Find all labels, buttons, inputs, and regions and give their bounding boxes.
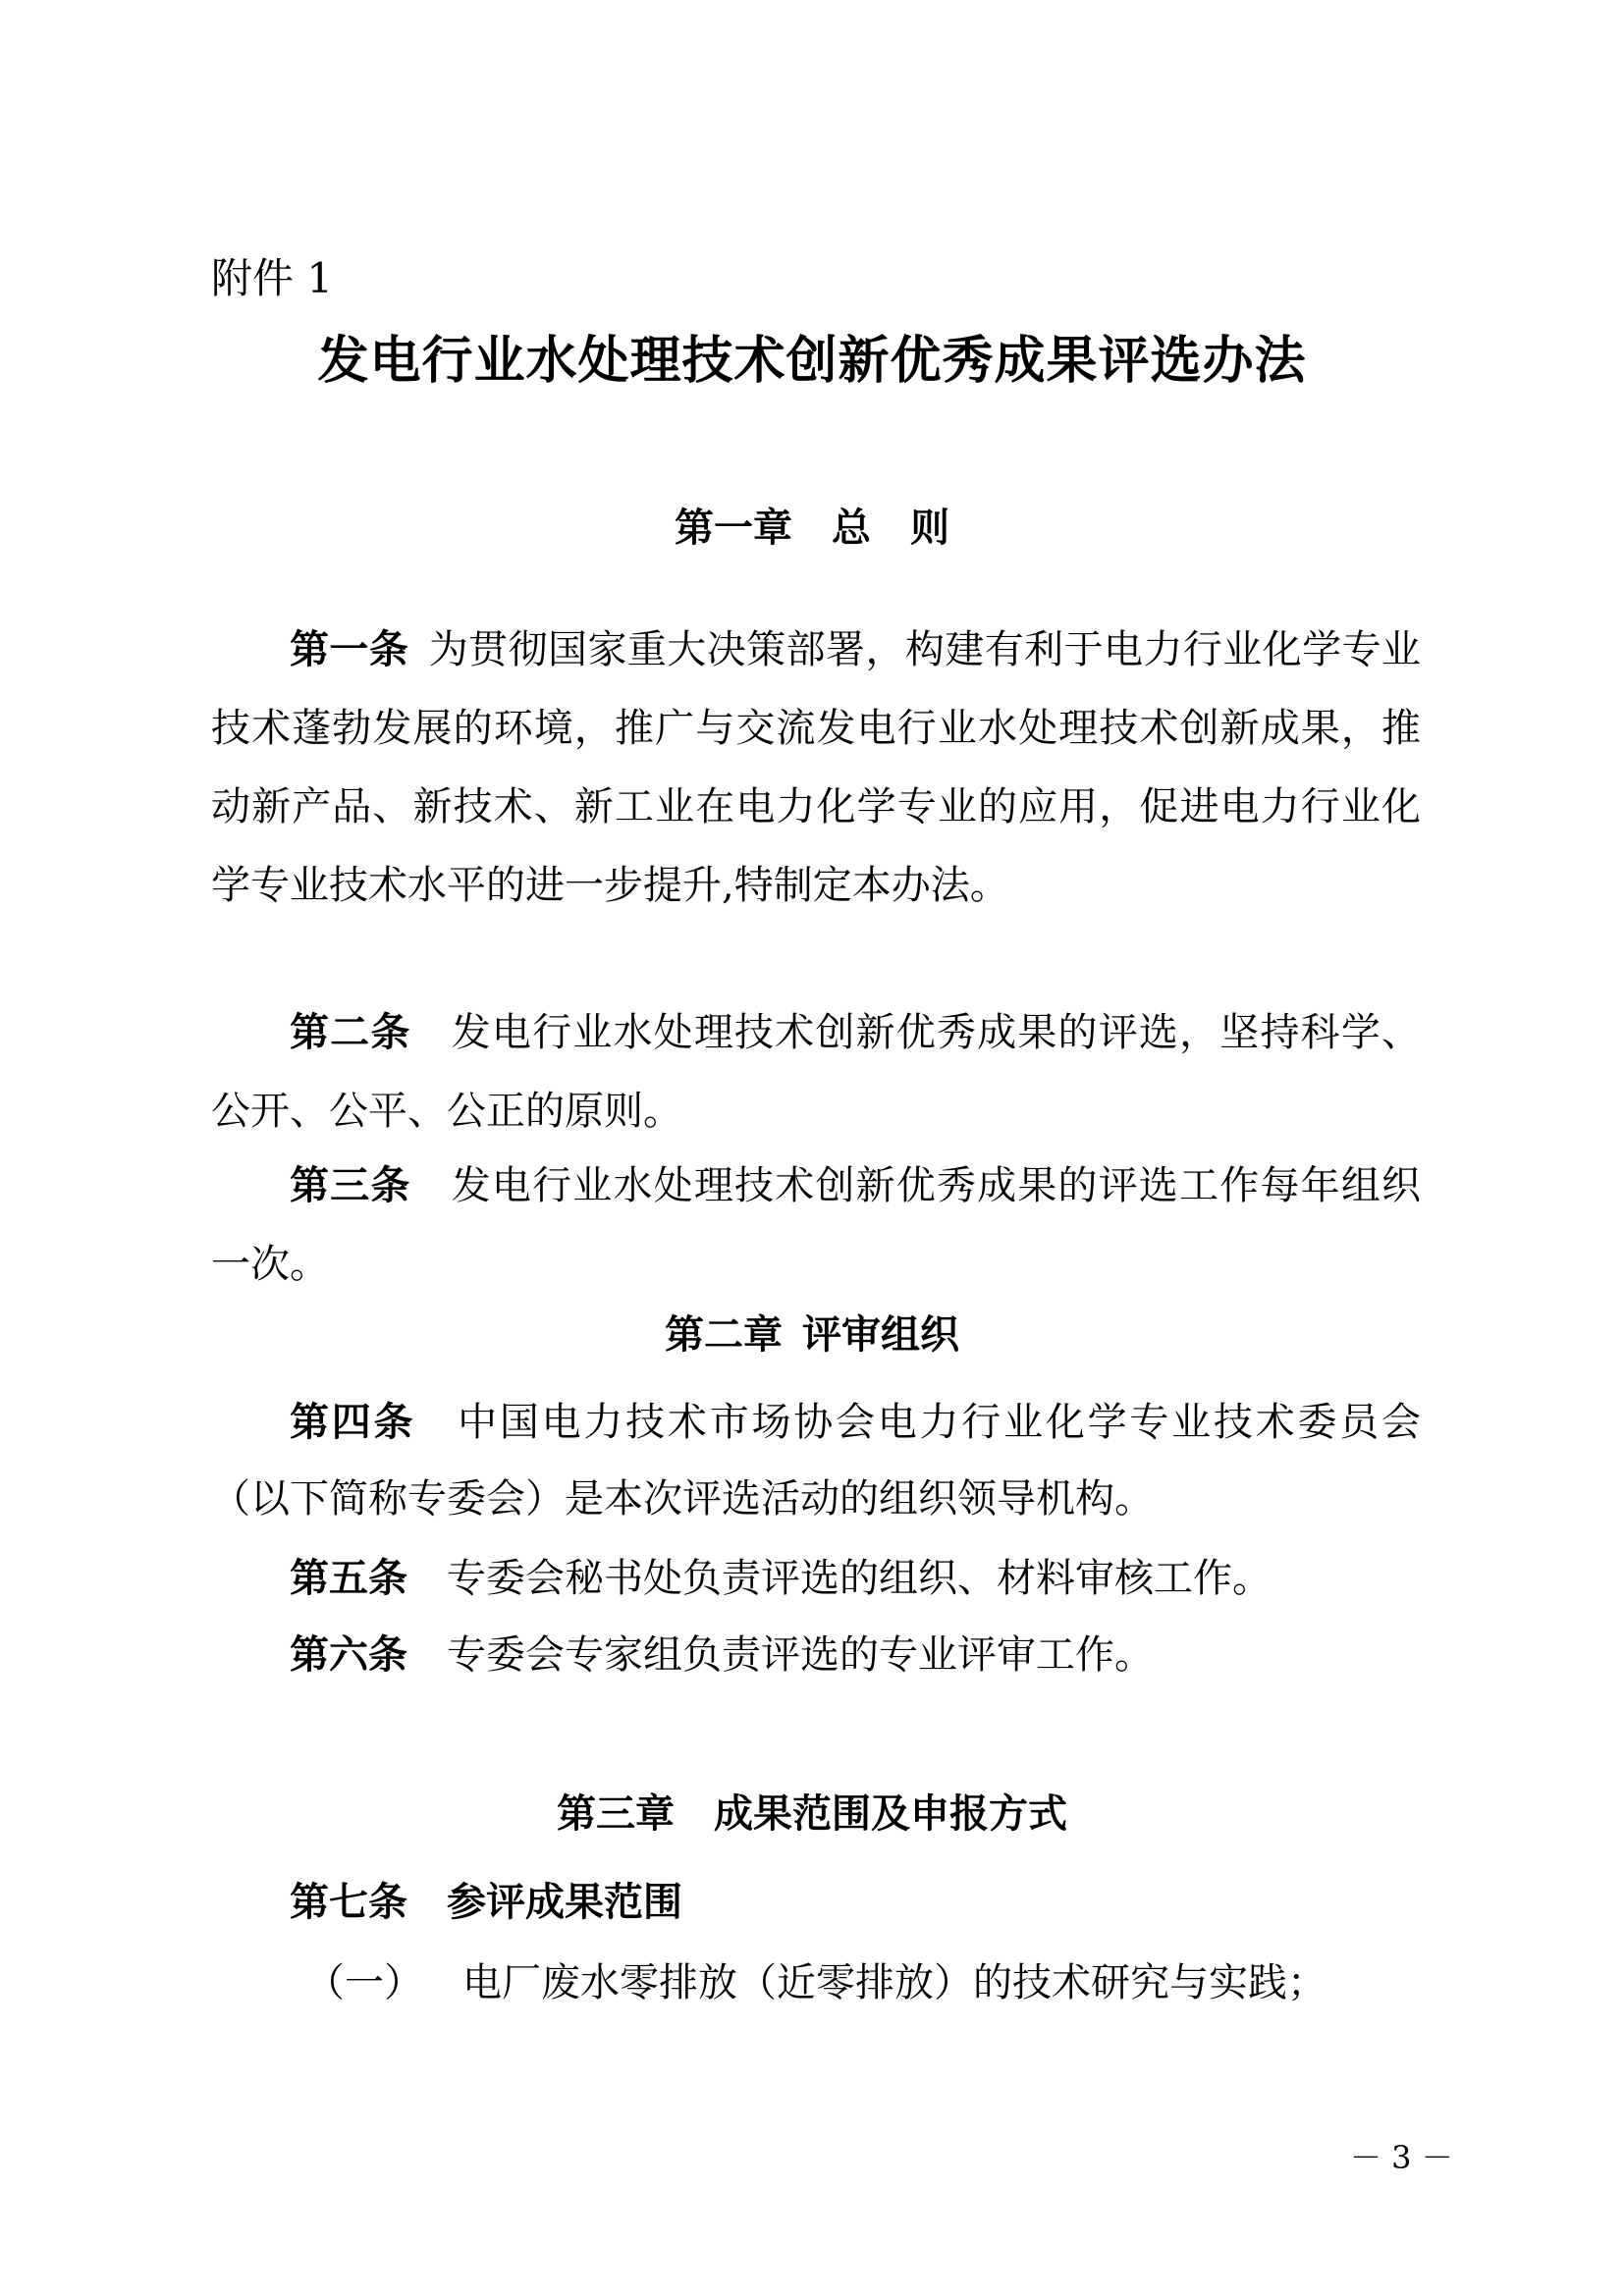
article-text: 为贯彻国家重大决策部署，构建有利于电力行业化学专业技术蓬勃发展的环境，推广与交流发电行业水处理技术创新成果，推动新产品、新技术、新工业在电力化学专业的应用，促进电力行业化学专业技术水平的进一步提升,特制定本办法。 — [211, 627, 1422, 908]
article-text: 专委会专家组负责评选的专业评审工作。 — [447, 1632, 1154, 1678]
item-label: （一） — [305, 1960, 423, 2005]
document-title: 发电行业水处理技术创新优秀成果评选办法 — [317, 331, 1307, 391]
chapter-heading-3 — [0, 1787, 1624, 1842]
article-2 — [211, 993, 1421, 1150]
article-text: 发电行业水处理技术创新优秀成果的评选工作每年组织一次。 — [211, 1163, 1422, 1287]
article-3 — [211, 1147, 1421, 1304]
article-1 — [211, 611, 1421, 925]
chapter-label: 第二章 — [665, 1311, 783, 1358]
article-label: 第六条 — [290, 1631, 407, 1678]
article-label: 第七条 — [290, 1879, 407, 1925]
article-label: 第四条 — [290, 1399, 416, 1445]
article-label: 第五条 — [290, 1555, 407, 1601]
chapter-label: 第三章 — [557, 1790, 675, 1837]
chapter-name: 评审组织 — [802, 1311, 959, 1358]
list-item — [211, 1944, 1421, 2022]
chapter-heading-2 — [0, 1308, 1624, 1362]
chapter-name: 总 则 — [832, 505, 949, 551]
article-text: 参评成果范围 — [447, 1879, 682, 1925]
chapter-name: 成果范围及申报方式 — [714, 1790, 1067, 1837]
article-7 — [211, 1863, 1421, 1942]
article-label: 第一条 — [290, 626, 409, 672]
article-text: 专委会秘书处负责评选的组织、材料审核工作。 — [447, 1556, 1272, 1601]
page-number: － 3 － — [1350, 2139, 1453, 2176]
item-text: 电厂废水零排放（近零排放）的技术研究与实践； — [462, 1960, 1326, 2005]
chapter-label: 第一章 — [675, 505, 792, 551]
article-4 — [211, 1384, 1421, 1537]
attachment-label: 附件 1 — [211, 254, 334, 302]
article-label: 第三条 — [290, 1162, 411, 1208]
article-5 — [211, 1539, 1421, 1618]
chapter-heading-1 — [0, 501, 1624, 556]
article-text: 中国电力技术市场协会电力行业化学专业技术委员会（以下简称专委会）是本次评选活动的组织领导机构。 — [211, 1400, 1422, 1522]
article-label: 第二条 — [290, 1009, 411, 1055]
article-text: 发电行业水处理技术创新优秀成果的评选，坚持科学、公开、公平、公正的原则。 — [211, 1010, 1422, 1134]
article-6 — [211, 1616, 1421, 1694]
